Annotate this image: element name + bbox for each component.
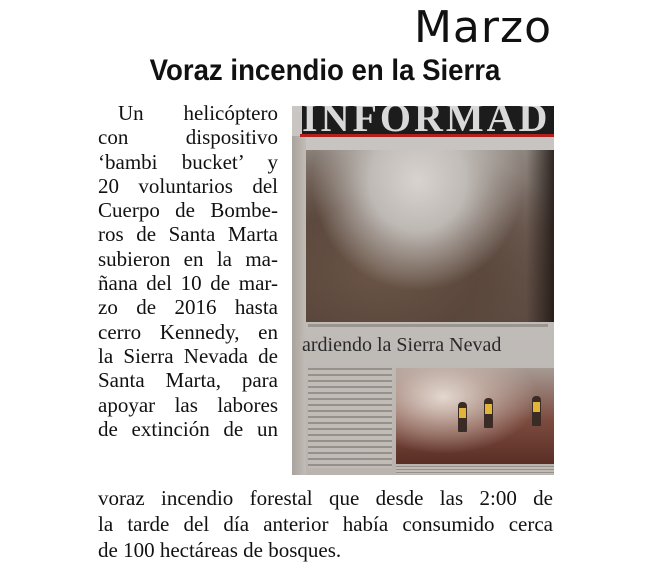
article-body-column <box>98 101 278 441</box>
body-line: apoyar las labores <box>98 392 278 417</box>
body-line: voraz incendio forestal que desde las 2:00 de <box>98 486 553 510</box>
article-headline: Voraz incendio en la Sierra <box>149 54 501 87</box>
clipping-photo-caption <box>396 466 554 474</box>
body-line: cerro Kennedy, en <box>98 319 278 344</box>
body-line: con dispositivo <box>98 125 278 150</box>
newspaper-clipping-photo <box>292 106 554 475</box>
clipping-smoke-photo <box>306 150 554 322</box>
body-line: zo de 2016 hasta <box>98 295 278 320</box>
clipping-fold-shadow <box>526 150 554 322</box>
body-line: de extinción de un <box>98 416 278 441</box>
article-body-bottom <box>98 485 553 563</box>
clipping-caption-rule <box>308 324 548 327</box>
body-line: ‘bambi bucket’ y <box>98 149 278 174</box>
clipping-subheadline: ardiendo la Sierra Nevad <box>302 334 502 356</box>
firefighter-figure <box>484 398 493 428</box>
body-line: ros de Santa Marta <box>98 222 278 247</box>
firefighter-figure <box>458 402 467 432</box>
clipping-text-column <box>308 368 392 468</box>
body-line: 20 voluntarios del <box>98 173 278 198</box>
clipping-masthead: INFORMAD <box>302 106 554 134</box>
firefighter-figure <box>532 396 541 426</box>
body-line: Cuerpo de Bombe- <box>98 198 278 223</box>
clipping-left-strip <box>292 136 306 475</box>
clipping-red-rule <box>300 134 554 137</box>
body-line: ñana del 10 de mar- <box>98 271 278 296</box>
body-line: Santa Marta, para <box>98 368 278 393</box>
section-month-title: Marzo <box>413 2 552 53</box>
body-line: subieron en la ma- <box>98 246 278 271</box>
body-line: la tarde del día anterior había consumido cerca <box>98 512 553 536</box>
body-line: la Sierra Nevada de <box>98 343 278 368</box>
clipping-firefighters-photo <box>396 368 554 464</box>
body-line: de 100 hectáreas de bosques. <box>98 538 342 562</box>
body-line: Un helicóptero <box>118 101 278 125</box>
